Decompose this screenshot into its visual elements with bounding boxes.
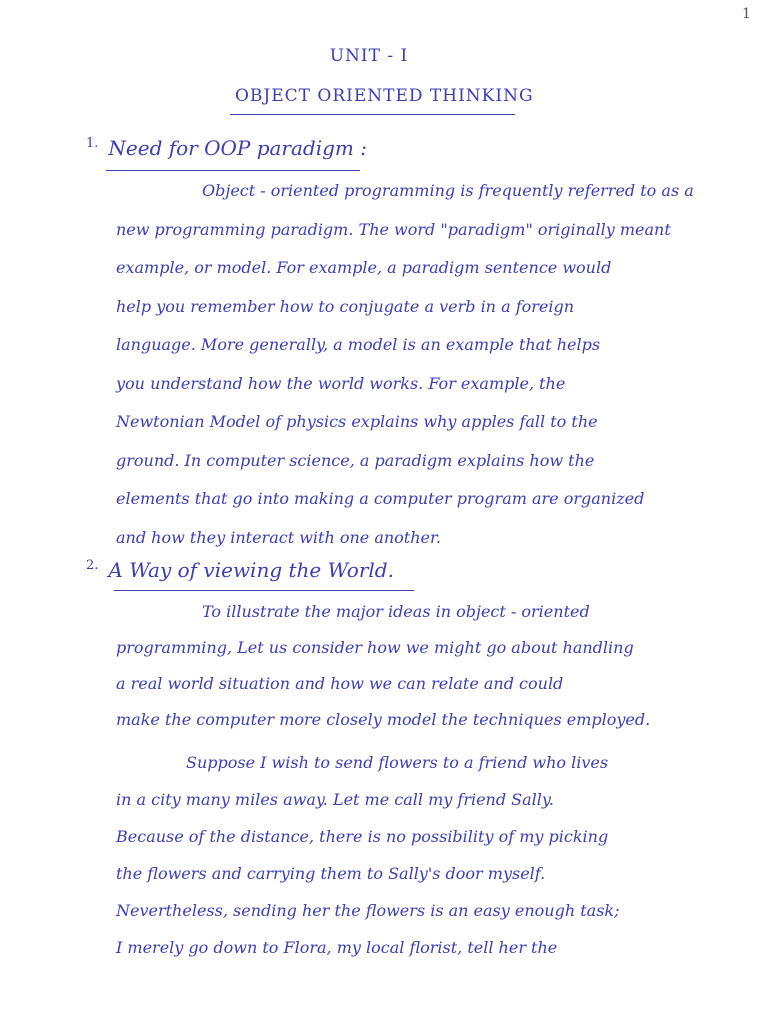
text-line: language. More generally, a model is an example that helps (116, 335, 601, 354)
text-line: example, or model. For example, a paradigm sentence would (116, 258, 612, 277)
text-line: I merely go down to Flora, my local florist, tell her the (116, 938, 558, 957)
text-line: programming, Let us consider how we might go about handling (116, 638, 634, 657)
text-line: help you remember how to conjugate a verb in a foreign (116, 296, 575, 316)
text-line: make the computer more closely model the techniques employed. (116, 710, 651, 729)
text-line: Object - oriented programming is frequently referred to as a (202, 181, 694, 200)
section1-heading-underline (106, 170, 360, 171)
text-line: Because of the distance, there is no possibility of my picking (116, 827, 609, 846)
text-line: new programming paradigm. The word "paradigm" originally meant (116, 219, 671, 239)
main-title: OBJECT ORIENTED THINKING (235, 86, 534, 106)
text-line: and how they interact with one another. (116, 527, 441, 547)
section2-paragraph-2 (116, 744, 756, 966)
section2-paragraph-1 (116, 594, 756, 738)
page-number: 1 (742, 6, 751, 22)
text-line: Nevertheless, sending her the flowers is an easy enough task; (116, 901, 620, 920)
text-line: Newtonian Model of physics explains why apples fall to the (116, 412, 598, 431)
text-line: ground. In computer science, a paradigm explains how the (116, 450, 595, 470)
text-line: Suppose I wish to send flowers to a friend who lives (186, 753, 609, 772)
unit-title-text: UNIT - I (329, 46, 409, 66)
section1-number: 1. (86, 136, 99, 151)
section1-heading (86, 136, 367, 160)
section2-heading-underline (114, 590, 414, 591)
unit-title (0, 46, 768, 66)
text-line: in a city many miles away. Let me call my friend Sally. (116, 790, 554, 809)
text-line: To illustrate the major ideas in object - oriented (202, 602, 590, 621)
section2-heading (86, 558, 394, 582)
text-line: the flowers and carrying them to Sally's door myself. (116, 864, 546, 883)
text-line: you understand how the world works. For example, the (116, 373, 566, 393)
title-underline (230, 114, 515, 115)
section1-heading-text: Need for OOP paradigm : (108, 136, 367, 160)
section2-number: 2. (86, 558, 99, 573)
text-line: a real world situation and how we can relate and could (116, 674, 564, 693)
text-line: elements that go into making a computer program are organized (116, 489, 645, 508)
section2-heading-text: A Way of viewing the World. (108, 558, 394, 582)
section1-paragraph (116, 172, 756, 557)
